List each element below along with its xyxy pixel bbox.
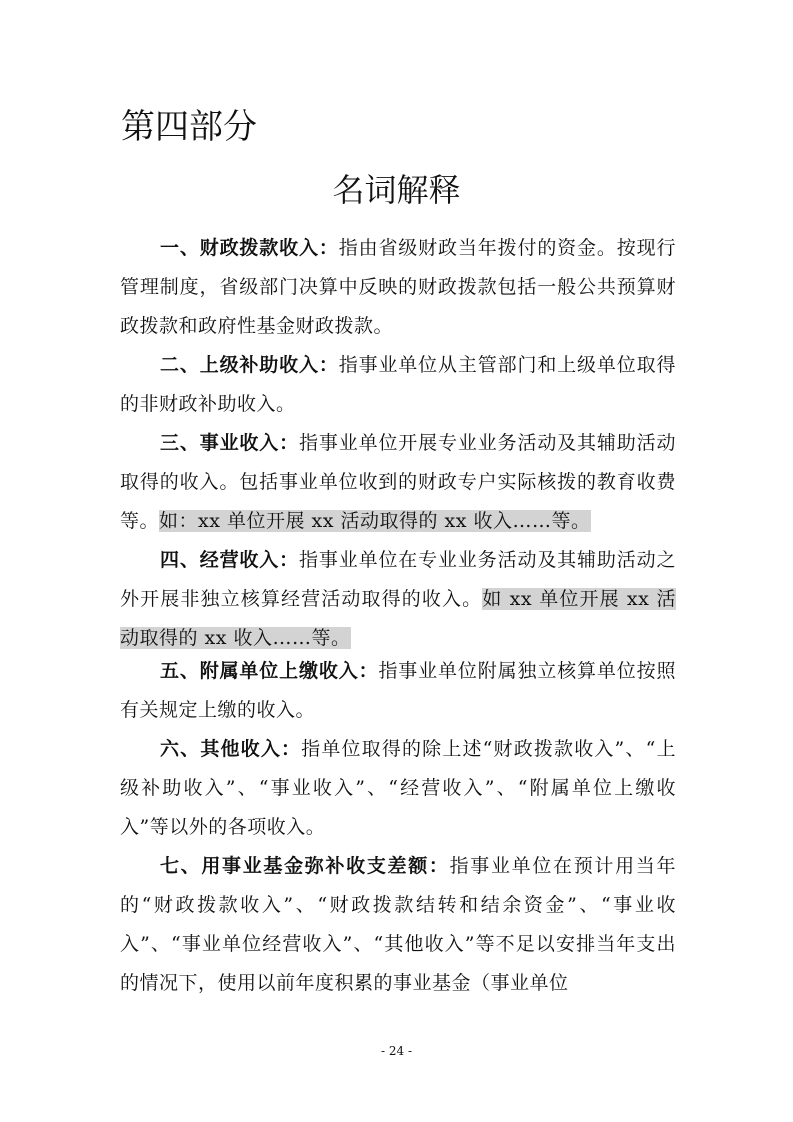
definition-term: 五、附属单位上缴收入： [160, 660, 379, 682]
definition-text: 指事业单位在专业业务活动及其辅助活动之外开展非独立核算经营活动取得的收入。 [120, 549, 676, 610]
definition-paragraph [120, 652, 676, 730]
definition-text: 指事业单位在预计用当年的“财政拨款收入”、“财政拨款结转和结余资金”、“事业收入”、“事业单位经营收入”、“其他收入”等不足以安排当年支出的情况下，使用以前年度积累的事业基金（事业单位 [120, 855, 676, 994]
definition-paragraph [120, 346, 676, 424]
definition-paragraph [120, 847, 676, 1003]
definition-paragraph [120, 541, 676, 658]
section-title: 第四部分 [121, 107, 257, 147]
definition-text: 指事业单位从主管部门和上级单位取得的非财政补助收入。 [120, 354, 676, 415]
document-title: 名词解释 [332, 171, 461, 209]
highlighted-example: 如 xx 单位开展 xx 活动取得的 xx 收入……等。 [120, 588, 676, 649]
definition-text: 指事业单位附属独立核算单位按照有关规定上缴的收入。 [120, 660, 676, 721]
definition-term: 二、上级补助收入： [160, 354, 339, 376]
page-number: - 24 - [380, 1044, 412, 1058]
definition-term: 一、财政拨款收入： [160, 237, 339, 259]
definition-paragraph [120, 229, 676, 346]
definition-term: 四、经营收入： [160, 549, 300, 571]
definition-term: 七、用事业基金弥补收支差额： [160, 855, 450, 877]
definition-text: 指由省级财政当年拨付的资金。按现行管理制度，省级部门决算中反映的财政拨款包括一般公共预算财政拨款和政府性基金财政拨款。 [120, 237, 676, 337]
highlighted-example: 如：xx 单位开展 xx 活动取得的 xx 收入……等。 [159, 510, 591, 532]
definition-paragraph [120, 424, 676, 541]
definition-text: 指事业单位开展专业业务活动及其辅助活动取得的收入。包括事业单位收到的财政专户实际核拨的教育收费等。 [120, 432, 676, 532]
definition-term: 六、其他收入： [160, 738, 302, 760]
definition-text: 指单位取得的除上述“财政拨款收入”、“上级补助收入”、“事业收入”、“经营收入”、“附属单位上缴收入”等以外的各项收入。 [120, 738, 676, 838]
definition-paragraph [120, 730, 676, 847]
definition-term: 三、事业收入： [160, 432, 300, 454]
